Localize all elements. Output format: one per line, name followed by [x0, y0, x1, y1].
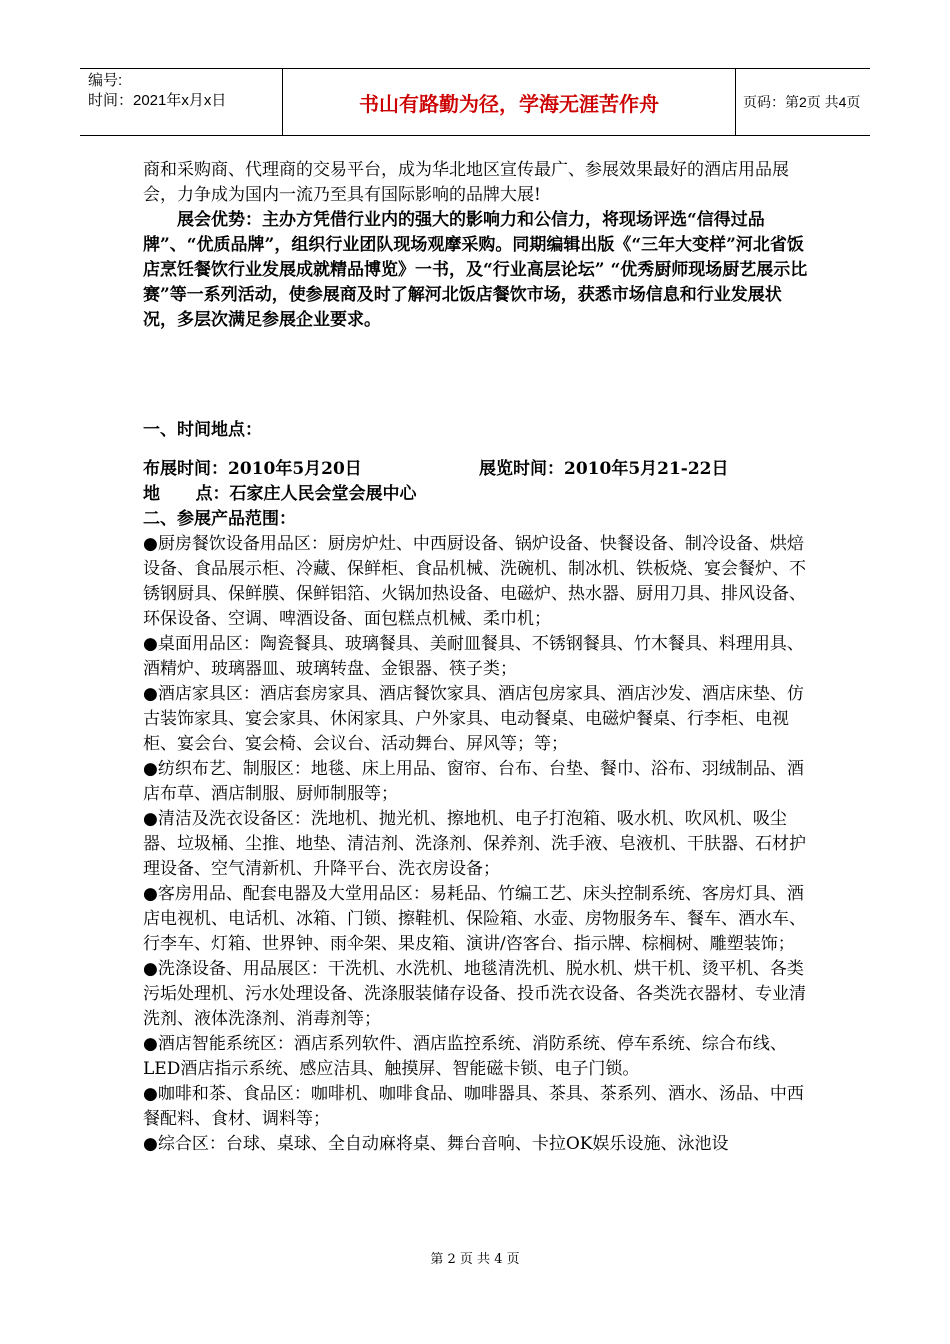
time-label: 时间：2021年x月x日 [88, 92, 227, 109]
list-item: ●洗涤设备、用品展区：干洗机、水洗机、地毯清洗机、脱水机、烘干机、烫平机、各类污垢处理机、污水处理设备、洗涤服装储存设备、投币洗衣设备、各类洗衣器材、专业清洗剂、液体洗涤剂、消毒剂等； [143, 959, 806, 1029]
list-item: ●厨房餐饮设备用品区：厨房炉灶、中西厨设备、锅炉设备、快餐设备、制冷设备、烘焙设备、食品展示柜、冷藏、保鲜柜、食品机械、洗碗机、制冰机、铁板烧、宴会餐炉、不锈钢厨具、保鲜膜、保鲜铝箔、火锅加热设备、电磁炉、热水器、厨用刀具、排风设备、环保设备、空调、啤酒设备、面包糕点机械、柔巾机； [143, 534, 806, 629]
intro-paragraph: 商和采购商、代理商的交易平台，成为华北地区宣传最广、参展效果最好的酒店用品展会，力争成为国内一流乃至具有国际影响的品牌大展! [143, 160, 789, 205]
venue: 地 点：石家庄人民会堂会展中心 [143, 484, 417, 504]
section-products-title: 二、参展产品范围： [143, 509, 296, 529]
setup-time: 布展时间：2010年5月20日 [143, 459, 362, 479]
list-item: ●客房用品、配套电器及大堂用品区：易耗品、竹编工艺、床头控制系统、客房灯具、酒店电视机、电话机、冰箱、门锁、擦鞋机、保险箱、水壶、房物服务车、餐车、酒水车、行李车、灯箱、世界钟、雨伞架、果皮箱、演讲/咨客台、指示牌、棕榈树、雕塑装饰； [143, 884, 806, 954]
exhibit-time: 展览时间：2010年5月21-22日 [479, 459, 729, 479]
list-item: ●综合区：台球、桌球、全自动麻将桌、舞台音响、卡拉OK娱乐设施、泳池设 [143, 1134, 729, 1154]
list-item: ●咖啡和茶、食品区：咖啡机、咖啡食品、咖啡器具、茶具、茶系列、酒水、汤品、中西餐配料、食材、调料等； [143, 1084, 804, 1129]
number-label: 编号: [88, 72, 123, 89]
list-item: ●清洁及洗衣设备区：洗地机、抛光机、擦地机、电子打泡箱、吸水机、吹风机、吸尘器、垃圾桶、尘推、地垫、清洁剂、洗涤剂、保养剂、洗手液、皂液机、干肤器、石材护理设备、空气清新机、升降平台、洗衣房设备； [143, 809, 806, 879]
header-motto: 书山有路勤为径，学海无涯苦作舟 [283, 69, 736, 135]
list-item: ●纺织布艺、制服区：地毯、床上用品、窗帘、台布、台垫、餐巾、浴布、羽绒制品、酒店布草、酒店制服、厨师制服等； [143, 759, 804, 804]
page-footer: 第 2 页 共 4 页 [430, 1252, 520, 1267]
time-row [143, 457, 811, 482]
exhibition-advantages: 展会优势：主办方凭借行业内的强大的影响力和公信力，将现场评选“信得过品牌”、“优质品牌”，组织行业团队现场观摩采购。同期编辑出版《“三年大变样”河北省饭店烹饪餐饮行业发展成就精品博览》一书，及“行业高层论坛” “优秀厨师现场厨艺展示比赛”等一系列活动，使参展商及时了解河北饭店餐饮市场，获悉市场信息和行业发展状况，多层次满足参展企业要求。 [143, 210, 808, 330]
header-page-info: 页码：第2页 共4页 [743, 94, 861, 110]
header-meta [80, 69, 283, 135]
list-item: ●桌面用品区：陶瓷餐具、玻璃餐具、美耐皿餐具、不锈钢餐具、竹木餐具、料理用具、酒精炉、玻璃器皿、玻璃转盘、金银器、筷子类； [143, 634, 804, 679]
document-body [143, 158, 811, 1157]
section-time-place-title: 一、时间地点： [143, 420, 262, 440]
page-header [80, 68, 870, 136]
list-item: ●酒店家具区：酒店套房家具、酒店餐饮家具、酒店包房家具、酒店沙发、酒店床垫、仿古装饰家具、宴会家具、休闲家具、户外家具、电动餐桌、电磁炉餐桌、行李柜、电视柜、宴会台、宴会椅、会议台、活动舞台、屏风等；等； [143, 684, 804, 754]
list-item: ●酒店智能系统区：酒店系列软件、酒店监控系统、消防系统、停车系统、综合布线、LED酒店指示系统、感应洁具、触摸屏、智能磁卡锁、电子门锁。 [143, 1034, 787, 1079]
